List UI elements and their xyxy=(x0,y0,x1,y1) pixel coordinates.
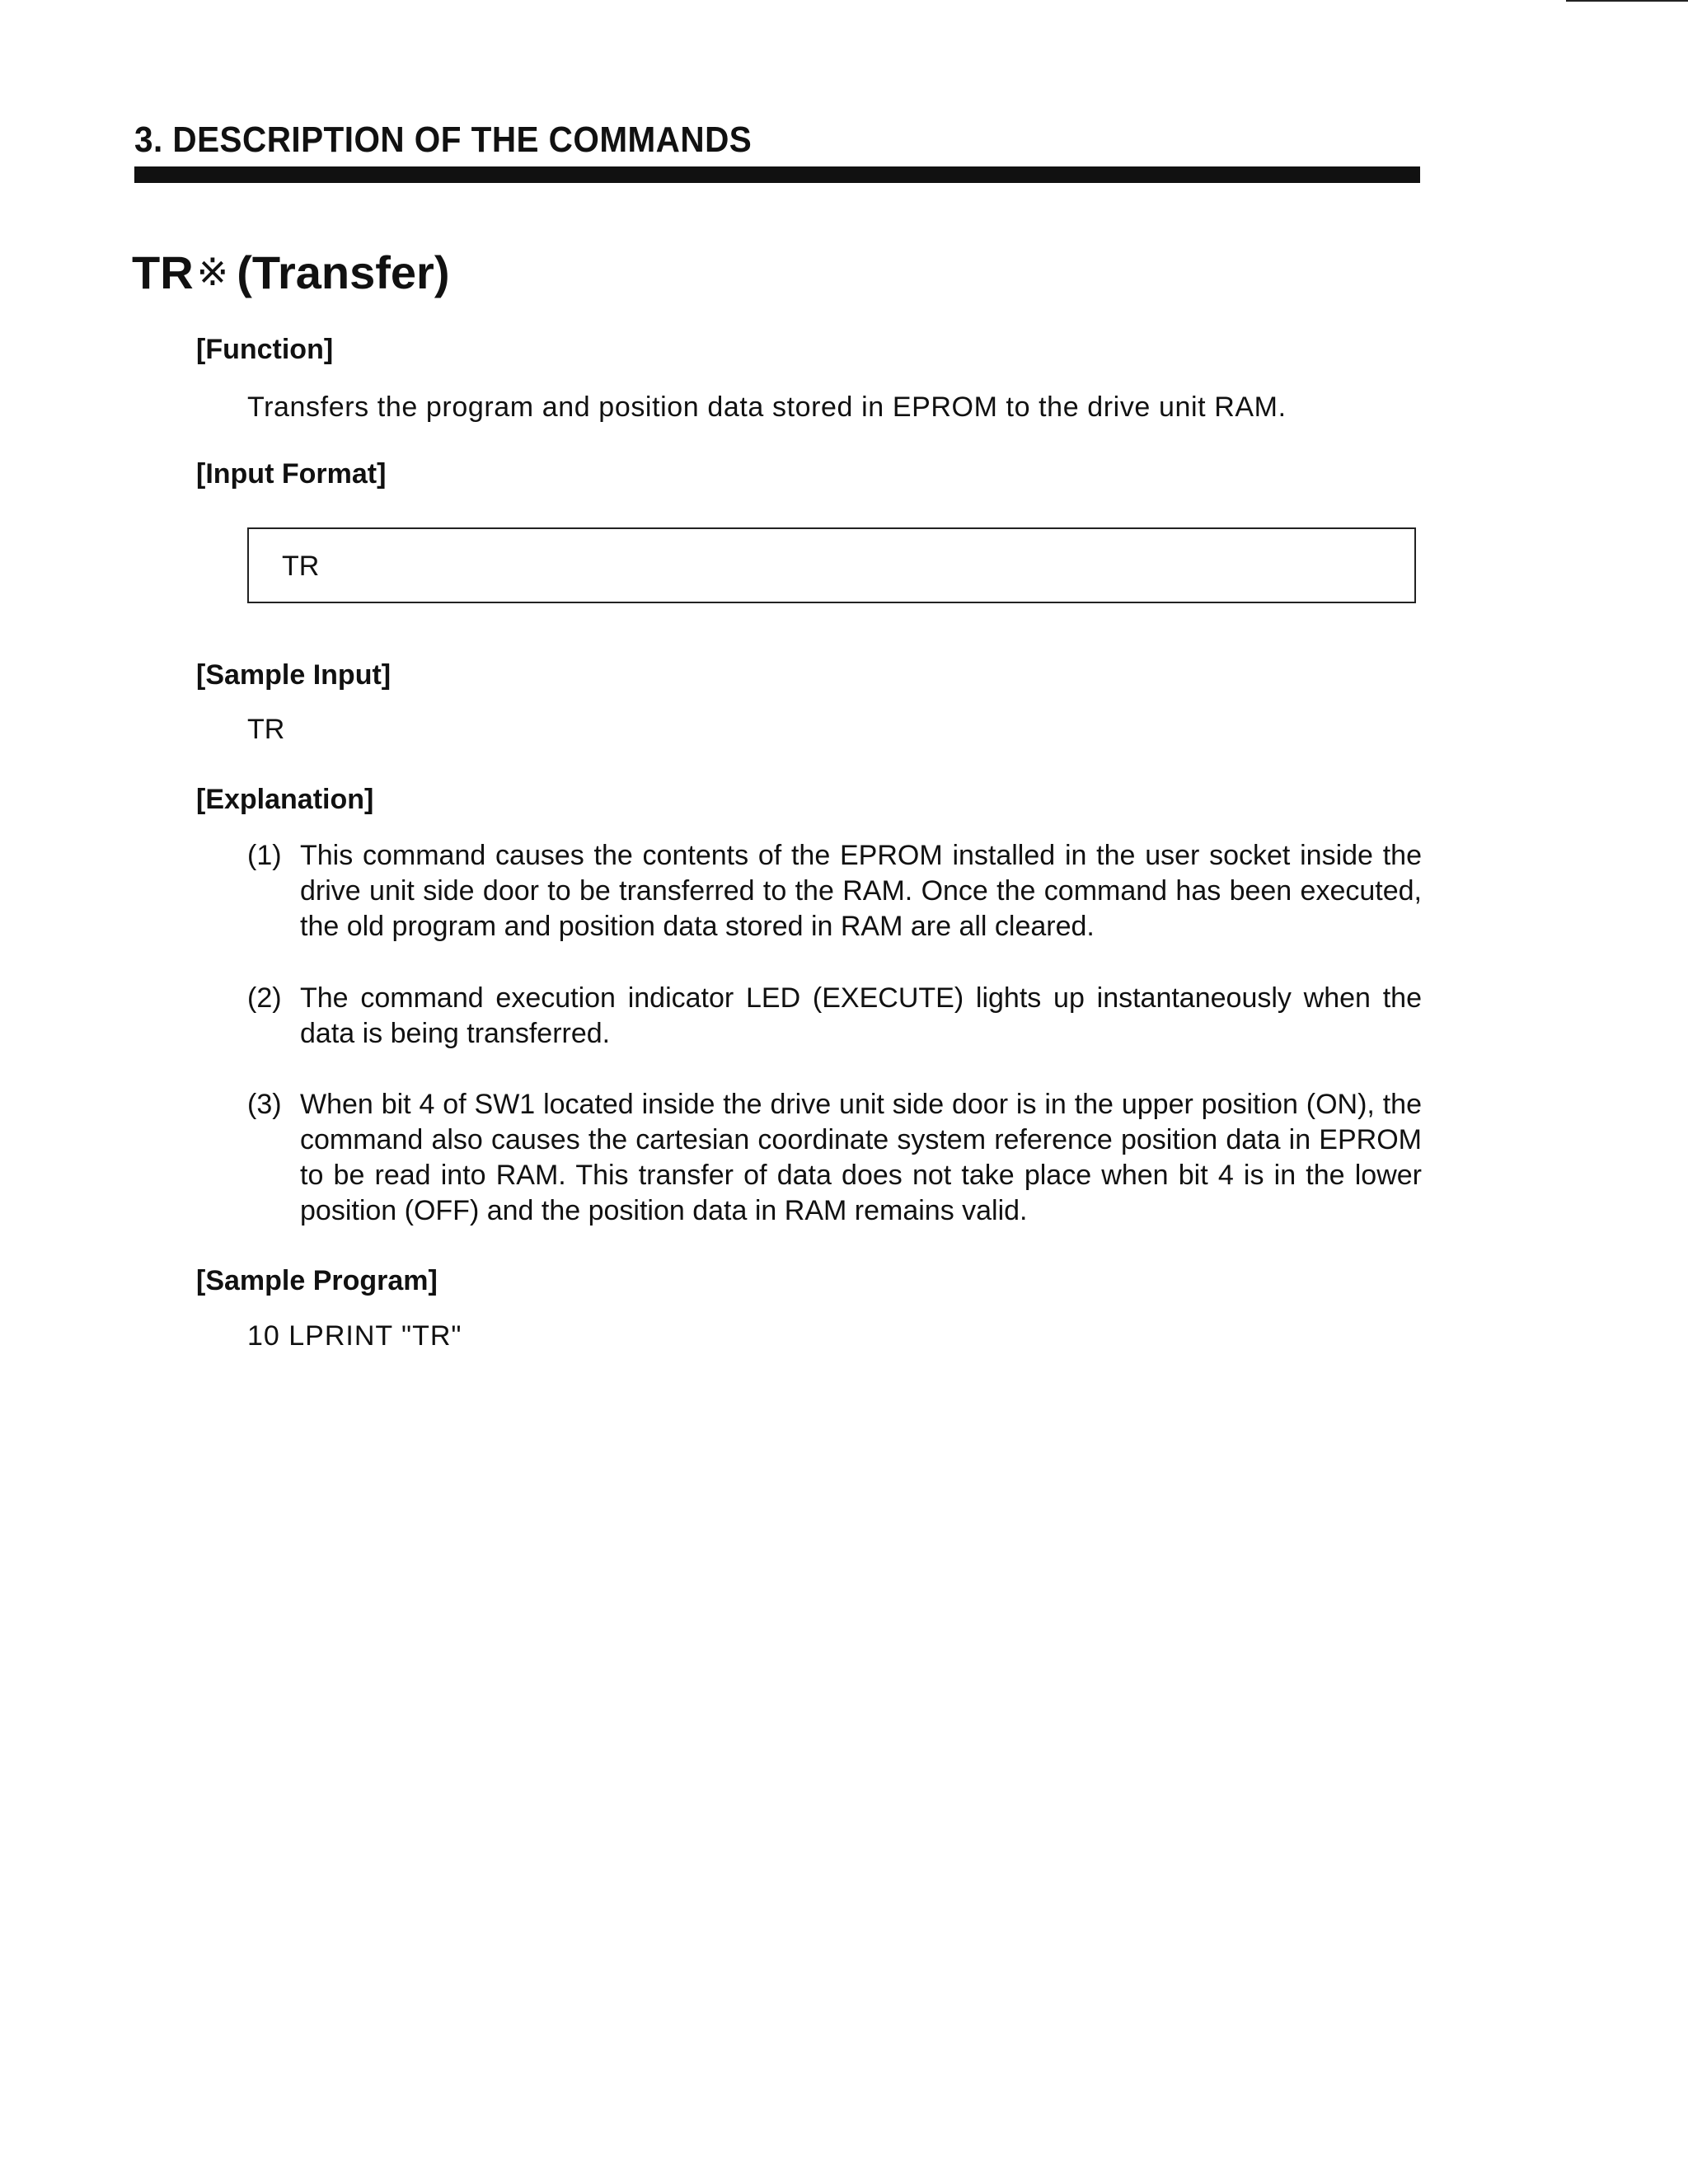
command-subtitle: (Transfer) xyxy=(237,246,450,298)
explanation-item-text: The command execution indicator LED (EXECUTE) lights up instantaneously when the data is being transferred. xyxy=(300,982,1422,1049)
explanation-item xyxy=(247,981,1422,1052)
function-label: [Function] xyxy=(196,334,334,365)
reference-mark-icon: ※ xyxy=(196,251,229,293)
explanation-item xyxy=(247,838,1422,944)
sample-program-label: [Sample Program] xyxy=(196,1265,438,1296)
explanation-item xyxy=(247,1087,1422,1229)
input-format-box xyxy=(247,527,1416,603)
explanation-label: [Explanation] xyxy=(196,784,374,815)
corner-rule xyxy=(1566,0,1688,2)
command-name: TR xyxy=(132,246,194,298)
section-heading-bar xyxy=(134,166,1420,183)
sample-program-code: 10 LPRINT "TR" xyxy=(247,1320,462,1352)
function-text: Transfers the program and position data stored in EPROM to the drive unit RAM. xyxy=(247,391,1287,423)
explanation-item-text: When bit 4 of SW1 located inside the drive unit side door is in the upper position (ON), the command also causes the cartesian coordinate system reference position data in EPROM to be read into RAM. This transfer of data does not take place when bit 4 is in the lower position (OFF) and the position data in RAM remains valid. xyxy=(300,1089,1422,1226)
command-title xyxy=(132,246,450,299)
input-format-code: TR xyxy=(282,551,320,582)
sample-input-label: [Sample Input] xyxy=(196,659,392,691)
explanation-item-number: (1) xyxy=(247,840,282,871)
explanation-item-number: (2) xyxy=(247,982,282,1014)
section-title: 3. DESCRIPTION OF THE COMMANDS xyxy=(134,120,753,160)
sample-input-code: TR xyxy=(247,714,285,745)
input-format-label: [Input Format] xyxy=(196,458,387,490)
explanation-item-number: (3) xyxy=(247,1089,282,1120)
explanation-item-text: This command causes the contents of the EPROM installed in the user socket inside the drive unit side door to be transferred to the RAM. Once the command has been executed, the old program and position data stored in RAM are all cleared. xyxy=(300,840,1422,942)
